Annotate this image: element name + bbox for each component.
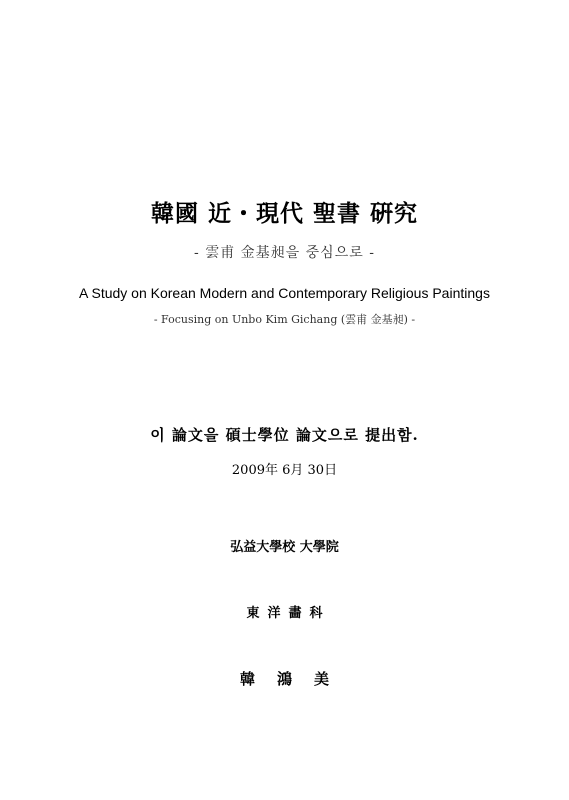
author-name: 韓鴻美 <box>239 670 351 688</box>
thesis-subtitle-english: - Focusing on Unbo Kim Gichang (雲甫 金基昶) - <box>153 313 416 326</box>
department: 東洋畵科 <box>246 606 331 621</box>
submission-date: 2009年 6月 30日 <box>231 463 338 478</box>
thesis-subtitle-korean: - 雲甫 金基昶을 중심으로 - <box>194 245 375 261</box>
graduate-school: 弘益大學校 大學院 <box>230 540 339 555</box>
submission-statement: 이 論文을 碩士學位 論文으로 提出함. <box>150 426 419 444</box>
thesis-title-english: A Study on Korean Modern and Contemporary Religious Paintings <box>79 285 490 301</box>
thesis-title-korean: 韓國 近・現代 聖書 硏究 <box>150 200 419 227</box>
